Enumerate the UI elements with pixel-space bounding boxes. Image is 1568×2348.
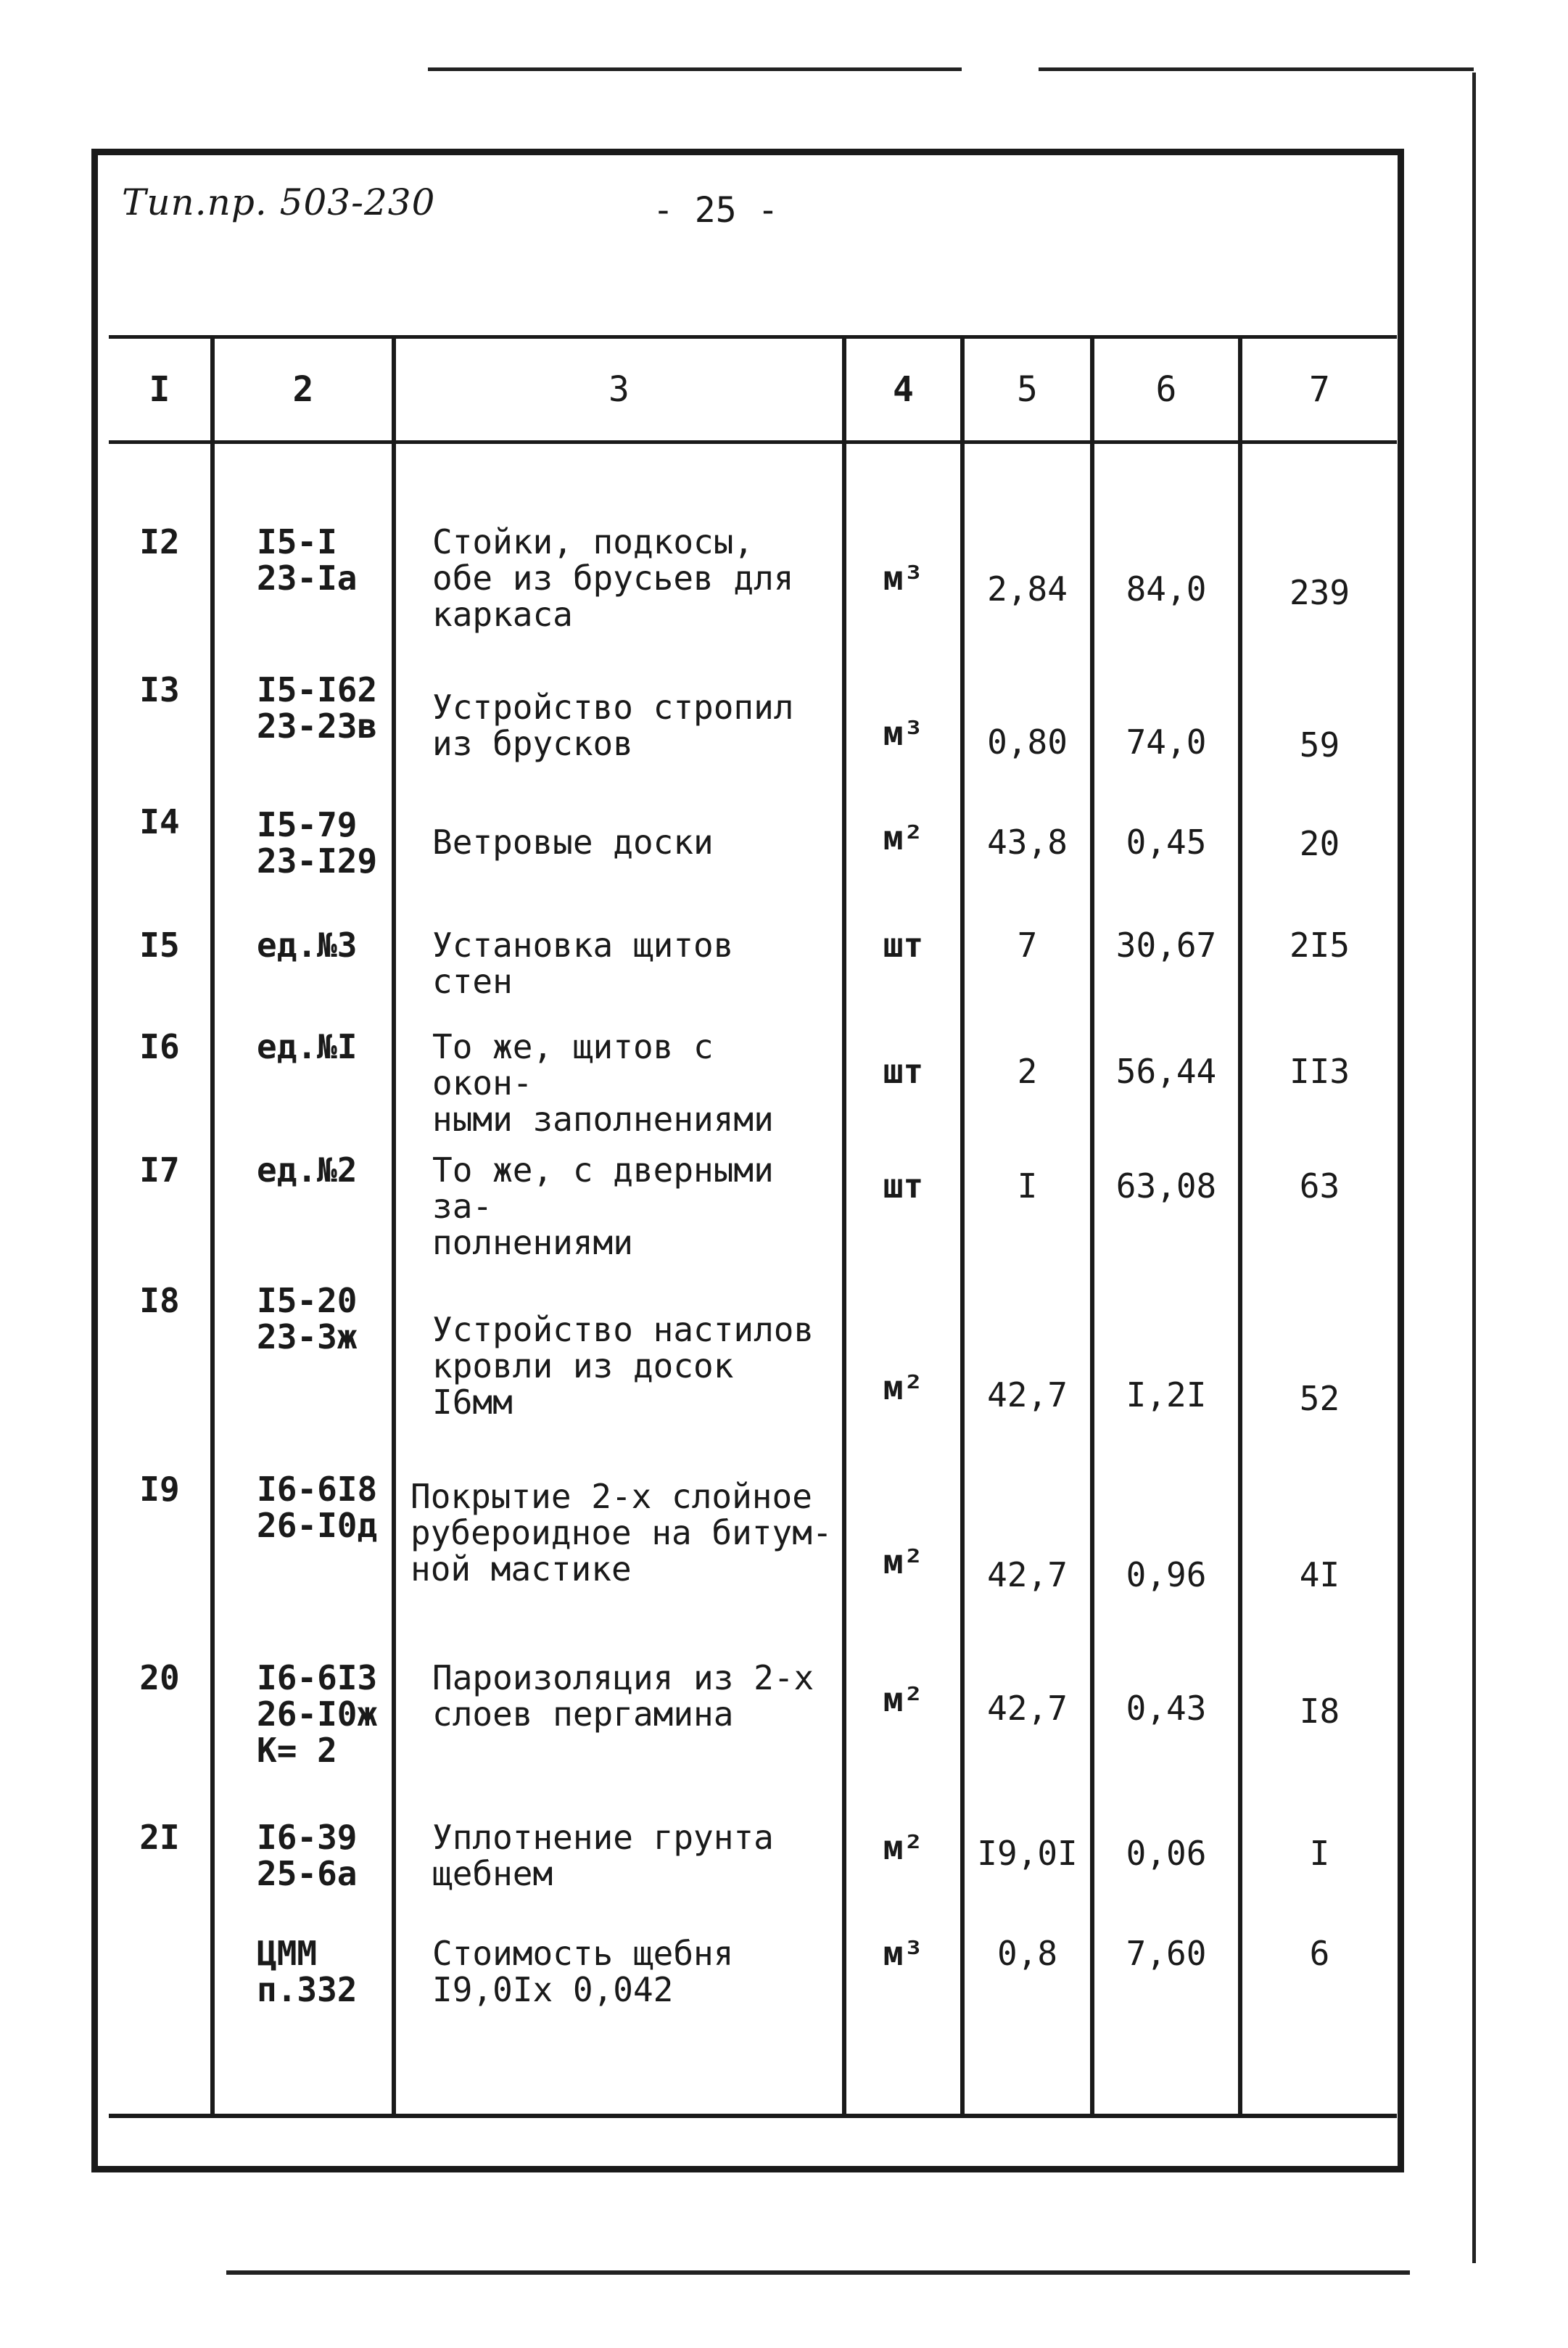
unit: м² [844, 1819, 962, 1935]
total-cost: II3 [1240, 1021, 1397, 1152]
unit-price: 30,67 [1092, 927, 1240, 1021]
unit-price: 63,08 [1092, 1152, 1240, 1282]
total-cost: 52 [1240, 1282, 1397, 1471]
work-description: То же, щитов с окон- ными заполнениями [394, 1021, 844, 1152]
quantity: 0,80 [962, 667, 1092, 804]
unit: м² [844, 804, 962, 927]
estimate-table [109, 335, 1397, 2118]
norm-code: I6-6I8 26-I0д [212, 1471, 394, 1660]
work-description: Стоимость щебня I9,0Iх 0,042 [394, 1935, 844, 2117]
bottom-rule [226, 2270, 1410, 2275]
work-description: Устройство стропил из брусков [394, 667, 844, 804]
total-cost: 2I5 [1240, 927, 1397, 1021]
row-number: I6 [109, 1021, 212, 1152]
norm-code: ед.№2 [212, 1152, 394, 1282]
unit: м³ [844, 1935, 962, 2117]
table-row [109, 1819, 1397, 1935]
total-cost: I [1240, 1819, 1397, 1935]
column-header: 2 [212, 337, 394, 442]
table-row [109, 667, 1397, 804]
unit-price: 0,96 [1092, 1471, 1240, 1660]
norm-code: I5-79 23-I29 [212, 804, 394, 927]
table-row [109, 442, 1397, 667]
row-number: I4 [109, 804, 212, 927]
row-number: I7 [109, 1152, 212, 1282]
unit-price: 7,60 [1092, 1935, 1240, 2117]
norm-code: I5-I 23-Iа [212, 442, 394, 667]
header-row [109, 337, 1397, 442]
work-description: Покрытие 2-х слойное рубероидное на битум- ной мастике [394, 1471, 844, 1660]
norm-code: ед.№I [212, 1021, 394, 1152]
quantity: I [962, 1152, 1092, 1282]
table-row [109, 927, 1397, 1021]
row-number: I5 [109, 927, 212, 1021]
document-reference: Тип.пр. 503-230 [122, 181, 436, 223]
total-cost: 239 [1240, 442, 1397, 667]
norm-code: I5-20 23-3ж [212, 1282, 394, 1471]
norm-code: ед.№3 [212, 927, 394, 1021]
table-row [109, 1471, 1397, 1660]
column-header: 6 [1092, 337, 1240, 442]
norm-code: I6-6I3 26-I0ж К= 2 [212, 1660, 394, 1819]
column-header: 5 [962, 337, 1092, 442]
unit-price: 84,0 [1092, 442, 1240, 667]
unit-price: 0,43 [1092, 1660, 1240, 1819]
norm-code: ЦММ п.332 [212, 1935, 394, 2117]
total-cost: I8 [1240, 1660, 1397, 1819]
work-description: То же, с дверными за- полнениями [394, 1152, 844, 1282]
quantity: 42,7 [962, 1282, 1092, 1471]
work-description: Пароизоляция из 2-х слоев пергамина [394, 1660, 844, 1819]
unit-price: 56,44 [1092, 1021, 1240, 1152]
quantity: 42,7 [962, 1471, 1092, 1660]
work-description: Установка щитов стен [394, 927, 844, 1021]
quantity: 0,8 [962, 1935, 1092, 2117]
work-description: Стойки, подкосы, обе из брусьев для каркаса [394, 442, 844, 667]
work-description: Устройство настилов кровли из досок I6мм [394, 1282, 844, 1471]
table-row [109, 1152, 1397, 1282]
quantity: 2 [962, 1021, 1092, 1152]
total-cost: 4I [1240, 1471, 1397, 1660]
unit-price: 0,06 [1092, 1819, 1240, 1935]
row-number: 2I [109, 1819, 212, 1935]
unit: шт [844, 1021, 962, 1152]
quantity: 7 [962, 927, 1092, 1021]
table-row [109, 1021, 1397, 1152]
unit: шт [844, 927, 962, 1021]
row-number [109, 1935, 212, 2117]
quantity: 2,84 [962, 442, 1092, 667]
row-number: I2 [109, 442, 212, 667]
unit: м³ [844, 442, 962, 667]
total-cost: 6 [1240, 1935, 1397, 2117]
unit-price: 0,45 [1092, 804, 1240, 927]
norm-code: I6-39 25-6а [212, 1819, 394, 1935]
quantity: 43,8 [962, 804, 1092, 927]
table-row [109, 1282, 1397, 1471]
unit: м² [844, 1660, 962, 1819]
top-rule-left [428, 67, 962, 71]
page-number: - 25 - [653, 190, 779, 231]
table-row [109, 1935, 1397, 2117]
column-header: 7 [1240, 337, 1397, 442]
total-cost: 20 [1240, 804, 1397, 927]
unit: м³ [844, 667, 962, 804]
column-header: I [109, 337, 212, 442]
row-number: 20 [109, 1660, 212, 1819]
unit: м² [844, 1282, 962, 1471]
work-description: Ветровые доски [394, 804, 844, 927]
total-cost: 59 [1240, 667, 1397, 804]
row-number: I9 [109, 1471, 212, 1660]
unit-price: 74,0 [1092, 667, 1240, 804]
norm-code: I5-I62 23-23в [212, 667, 394, 804]
row-number: I3 [109, 667, 212, 804]
table-row [109, 1660, 1397, 1819]
column-header: 3 [394, 337, 844, 442]
work-description: Уплотнение грунта щебнем [394, 1819, 844, 1935]
top-rule-right [1039, 67, 1474, 71]
table-row [109, 804, 1397, 927]
quantity: I9,0I [962, 1819, 1092, 1935]
column-header: 4 [844, 337, 962, 442]
total-cost: 63 [1240, 1152, 1397, 1282]
unit-price: I,2I [1092, 1282, 1240, 1471]
quantity: 42,7 [962, 1660, 1092, 1819]
right-binding-line [1472, 73, 1476, 2263]
unit: м² [844, 1471, 962, 1660]
unit: шт [844, 1152, 962, 1282]
row-number: I8 [109, 1282, 212, 1471]
